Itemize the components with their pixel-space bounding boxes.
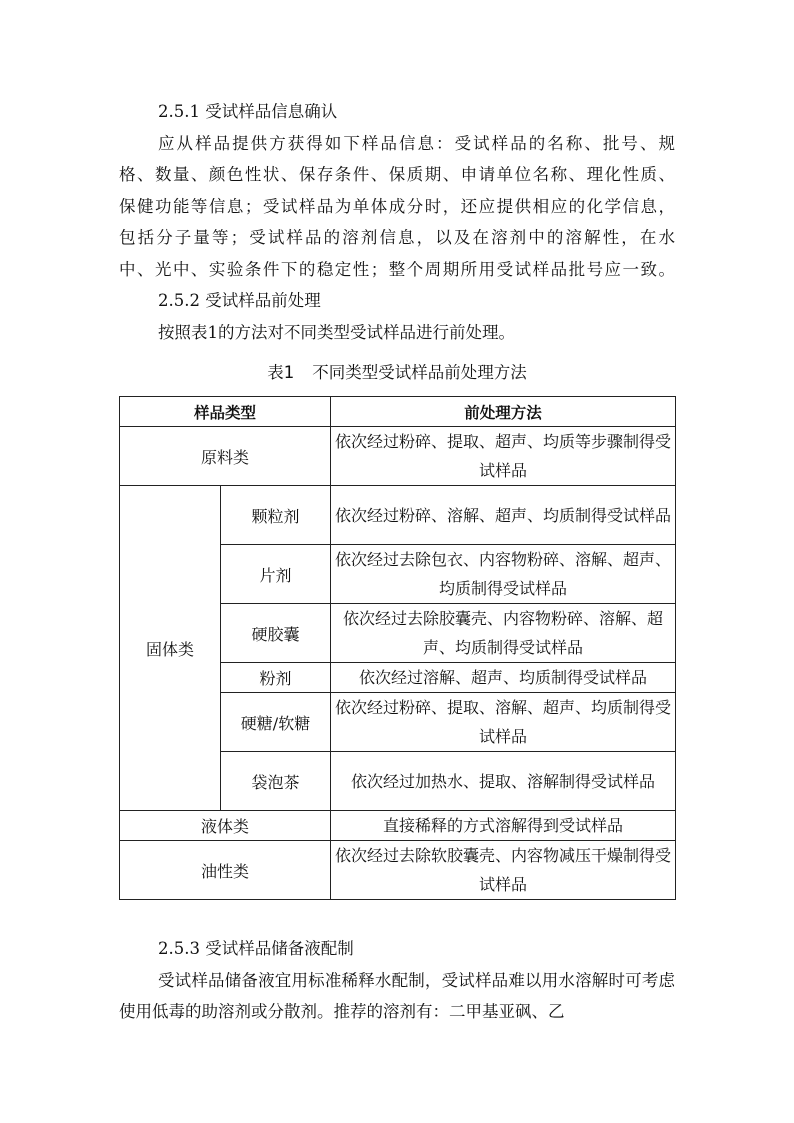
- table-row: [120, 841, 676, 900]
- section-2-5-1-line-5: 中、光中、实验条件下的稳定性；整个周期所用受试样品批号应一致。: [119, 259, 675, 279]
- subtype-cell: 硬胶囊: [221, 604, 331, 663]
- subtype-cell: 颗粒剂: [221, 486, 331, 545]
- method-cell: 依次经过溶解、超声、均质制得受试样品: [331, 663, 676, 693]
- type-cell: 油性类: [120, 841, 331, 900]
- section-2-5-1-line-4: 包括分子量等；受试样品的溶剂信息，以及在溶剂中的溶解性，在水: [119, 228, 675, 247]
- method-cell: 依次经过去除胶囊壳、内容物粉碎、溶解、超声、均质制得受试样品: [331, 604, 676, 663]
- section-2-5-2-heading: 2.5.2 受试样品前处理: [158, 291, 321, 310]
- section-2-5-2-line: 按照表1的方法对不同类型受试样品进行前处理。: [158, 322, 515, 342]
- type-cell: 原料类: [120, 427, 331, 486]
- subtype-cell: 硬糖/软糖: [221, 693, 331, 752]
- section-2-5-1-heading: 2.5.1 受试样品信息确认: [158, 102, 338, 121]
- table-row: [120, 427, 676, 486]
- section-2-5-1-line-3: 保健功能等信息；受试样品为单体成分时，还应提供相应的化学信息，: [119, 196, 675, 216]
- table-title: [119, 358, 675, 388]
- section-2-5-1-line-1: 应从样品提供方获得如下样品信息：受试样品的名称、批号、规: [158, 133, 675, 153]
- type-cell: 液体类: [120, 811, 331, 841]
- method-cell: 依次经过粉碎、溶解、超声、均质制得受试样品: [331, 486, 676, 545]
- method-cell: 直接稀释的方式溶解得到受试样品: [331, 811, 676, 841]
- table-number: 表1: [267, 363, 295, 382]
- subtype-cell: 片剂: [221, 545, 331, 604]
- method-cell: 依次经过加热水、提取、溶解制得受试样品: [331, 752, 676, 811]
- method-cell: 依次经过去除软胶囊壳、内容物减压干燥制得受试样品: [331, 841, 676, 900]
- type-cell: 固体类: [120, 486, 221, 811]
- method-cell: 依次经过粉碎、提取、溶解、超声、均质制得受试样品: [331, 693, 676, 752]
- section-2-5-1-line-2: 格、数量、颜色性状、保存条件、保质期、申请单位名称、理化性质、: [119, 165, 675, 184]
- subtype-cell: 袋泡茶: [221, 752, 331, 811]
- table-row: [120, 486, 676, 545]
- section-2-5-3-paragraph: 受试样品储备液宜用标准稀释水配制，受试样品难以用水溶解时可考虑使用低毒的助溶剂或分散剂。推荐的溶剂有：二甲基亚砜、乙: [119, 970, 675, 1021]
- method-cell: 依次经过粉碎、提取、超声、均质等步骤制得受试样品: [331, 427, 676, 486]
- table-row: [120, 811, 676, 841]
- document-page: [119, 96, 675, 1028]
- table-caption: 不同类型受试样品前处理方法: [312, 363, 527, 382]
- table-header-row: [120, 397, 676, 427]
- section-2-5-3-heading: 2.5.3 受试样品储备液配制: [158, 939, 354, 958]
- pretreatment-table: [119, 396, 676, 900]
- subtype-cell: 粉剂: [221, 663, 331, 693]
- header-sample-type: 样品类型: [120, 397, 331, 427]
- header-method: 前处理方法: [331, 397, 676, 427]
- method-cell: 依次经过去除包衣、内容物粉碎、溶解、超声、均质制得受试样品: [331, 545, 676, 604]
